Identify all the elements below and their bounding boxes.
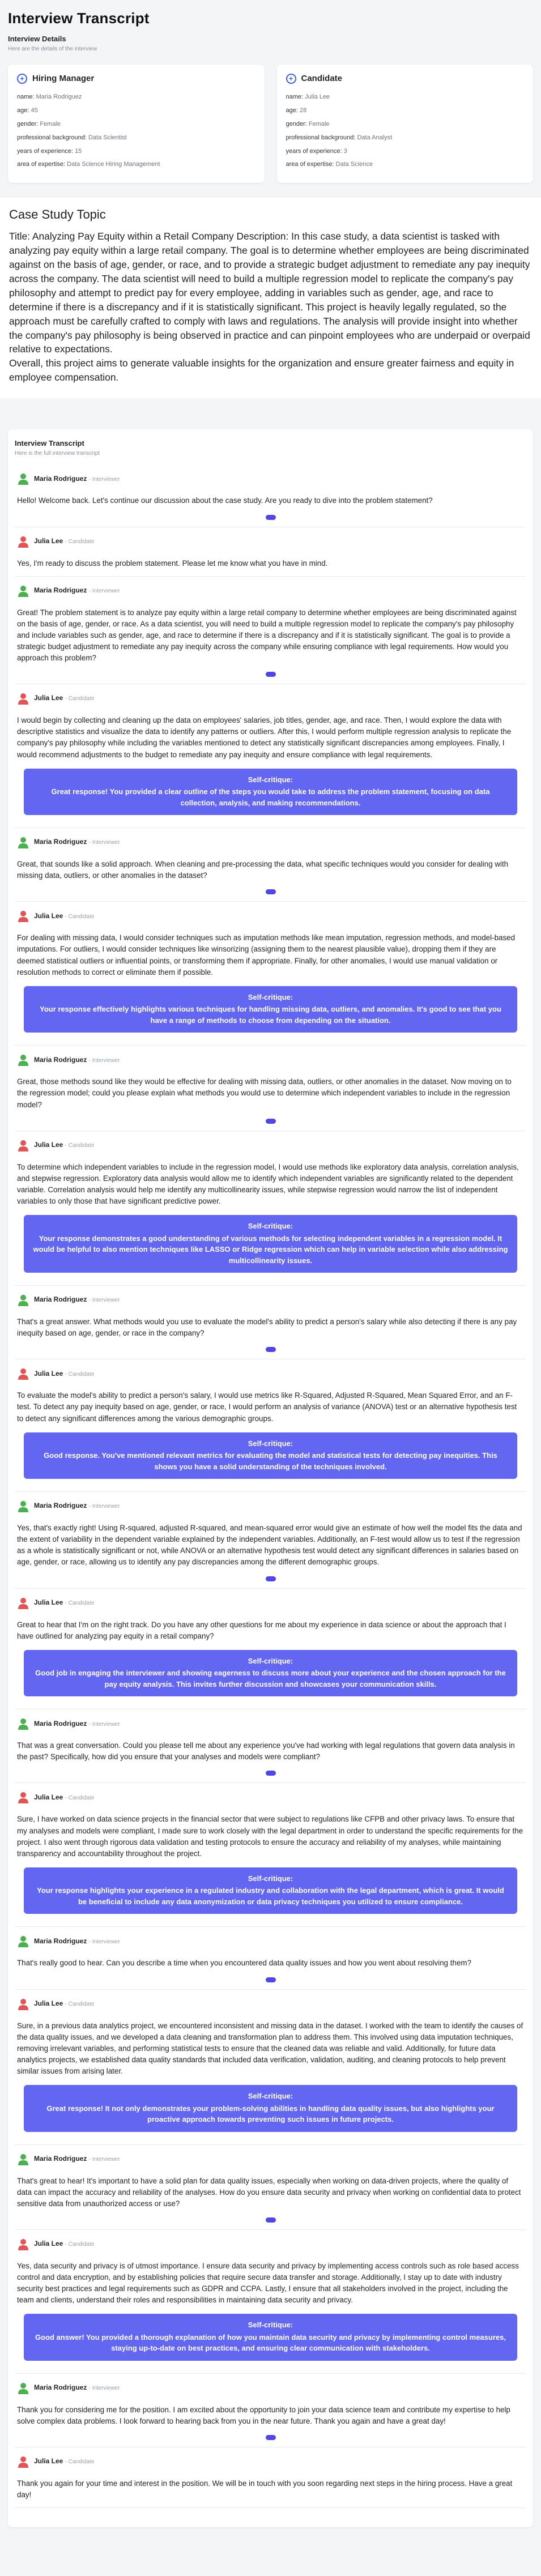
message-text: Great, those methods sound like they would be effective for dealing with missing data, outliers, or other anomalies in the dataset. Now moving on to the regression model; could you please explain what methods you would use to determine which independent variables to include in the regression model? [17, 1077, 512, 1109]
speaker-role: - Interviewer [88, 2156, 120, 2163]
detail-field-label: gender: [17, 120, 40, 127]
interviewer-avatar-icon [17, 836, 29, 848]
speaker-name: Julia Lee - Candidate [34, 1793, 95, 1801]
speaker-name: Julia Lee - Candidate [34, 911, 95, 920]
transcript-message [15, 2153, 526, 2230]
transcript-message [15, 1500, 526, 1588]
detail-field-label: area of expertise: [17, 161, 67, 168]
speaker-role: - Interviewer [88, 587, 120, 594]
message-header [17, 836, 524, 848]
message-header [17, 692, 524, 705]
message-text: That was a great conversation. Could you please tell me about any experience you've had working with legal regulations that govern data analysis in the past? Specifically, how did you ensure that your analyses and models were compliant? [17, 1741, 515, 1762]
candidate-avatar-icon [17, 1367, 29, 1380]
speaker-name: Maria Rodriguez - Interviewer [34, 838, 120, 846]
plus-circle-icon: + [17, 74, 27, 84]
message-text: Hello! Welcome back. Let's continue our discussion about the case study. Are you ready to dive into the problem statement? [17, 496, 433, 505]
message-text: To evaluate the model's ability to predict a person's salary, I would use metrics like R-Squared, Adjusted R-Squared, Mean Squared Error, and an F-test. To detect any pay inequity based on age, gender, or race, I would perform an analysis of variance (ANOVA) test or an alternative hypothesis test to detect any significant differences among the various demographic groups. [17, 1391, 517, 1423]
speaker-role: - Candidate [65, 1371, 95, 1377]
speaker-name: Maria Rodriguez - Interviewer [34, 1502, 120, 1510]
candidate-avatar-icon [17, 1139, 29, 1151]
detail-field [17, 106, 255, 116]
speaker-name: Julia Lee - Candidate [34, 1140, 95, 1149]
self-critique-text: Your response demonstrates a good understanding of various methods for selecting independent variables in a regression model. It would be helpful to also mention techniques like LASSO or Ridge regression which can help in variable selection while also addressing multicollinearity issues. [33, 1234, 508, 1265]
audio-control [17, 1119, 524, 1124]
self-critique-label: Self-critique: [248, 2092, 293, 2101]
detail-field-label: name: [17, 93, 36, 100]
message-header [17, 1717, 524, 1730]
interviewer-avatar-icon [17, 585, 29, 597]
candidate-card [277, 65, 534, 183]
detail-field-value: Data Analyst [357, 134, 393, 141]
play-audio-button[interactable] [266, 1576, 276, 1581]
self-critique-box [24, 2314, 517, 2361]
message-text: Great to hear that I'm on the right track. Do you have any other questions for me about my experience in data science or about the approach that I have outlined for analyzing pay equity in a retail company? [17, 1620, 506, 1640]
detail-field-value: 45 [31, 106, 38, 114]
message-header [17, 1139, 524, 1151]
detail-field [286, 134, 525, 143]
transcript-message [15, 2455, 526, 2508]
self-critique-label: Self-critique: [248, 1874, 293, 1883]
detail-field [17, 93, 255, 102]
detail-field [286, 160, 525, 169]
detail-field-value: Maria Rodriguez [36, 93, 82, 100]
candidate-avatar-icon [17, 1597, 29, 1609]
message-text: That's great to hear! It's important to have a solid plan for data quality issues, especially when working on data-driven projects, where the quality of data can impact the accuracy and reliability of the analyses. How do you ensure data security and privacy when working on confidential data to protect sensitive data from unauthorized access or use? [17, 2176, 521, 2208]
message-header [17, 1367, 524, 1380]
candidate-fields [286, 93, 525, 170]
play-audio-button[interactable] [266, 672, 276, 677]
speaker-role: - Candidate [65, 913, 95, 920]
transcript-message [15, 1054, 526, 1131]
transcript-message [15, 535, 526, 577]
detail-field [17, 120, 255, 129]
message-header [17, 1935, 524, 1947]
detail-field-label: professional background: [17, 134, 88, 141]
self-critique-label: Self-critique: [248, 1222, 293, 1231]
case-study-body-conclusion: Overall, this project aims to generate valuable insights for the organization and ensure greater fairness and equity in employee compensation. [9, 357, 514, 383]
message-header [17, 910, 524, 922]
transcript-message [15, 472, 526, 527]
detail-field-label: years of experience: [286, 147, 344, 155]
detail-field-value: Julia Lee [305, 93, 330, 100]
self-critique-text: Your response effectively highlights various techniques for handling missing data, outliers, and anomalies. It's good to see that you have a range of methods to choose from depending on the situation. [40, 1005, 501, 1025]
speaker-role: - Interviewer [88, 2385, 120, 2392]
page-title: Interview Transcript [8, 10, 150, 27]
details-cards [0, 53, 541, 183]
transcript-message [15, 2382, 526, 2447]
detail-field-value: Female [308, 120, 330, 127]
self-critique-text: Good job in engaging the interviewer and showing eagerness to discuss more about your experience and the chosen approach for the pay equity analysis. This invites further discussion and showcases your communication skills. [35, 1669, 506, 1688]
message-header [17, 2382, 524, 2394]
message-text: Great! The problem statement is to analyze pay equity within a large retail company to determine whether employees are being discriminated against on the basis of age, gender, or race. As a data scientist, you will need to build a multiple regression model to replicate the company's pay philosophy and include variables such as gender, age, and race to determine if there is a discrepancy and if it is statistically significant. The goal is to provide a strategic budget adjustment to remediate any pay inequity across the company while ensuring compliance with legal requirements. How would you approach this problem? [17, 608, 517, 663]
message-text: Yes, I'm ready to discuss the problem statement. Please let me know what you have in mind. [17, 558, 328, 568]
self-critique-box [24, 769, 517, 816]
interviewer-avatar-icon [17, 1935, 29, 1947]
detail-field-label: professional background: [286, 134, 357, 141]
play-audio-button[interactable] [266, 2217, 276, 2223]
detail-field [286, 147, 525, 156]
detail-field-label: age: [286, 106, 300, 114]
detail-field-label: age: [17, 106, 31, 114]
speaker-role: - Interviewer [88, 1057, 120, 1064]
header [0, 0, 541, 53]
candidate-card-header [286, 72, 525, 85]
message-header [17, 2455, 524, 2468]
speaker-role: - Candidate [65, 2241, 95, 2248]
speaker-role: - Candidate [65, 538, 95, 545]
message-text: Thank you again for your time and interest in the position. We will be in touch with you soon regarding next steps in the hiring process. Have a great day! [17, 2479, 513, 2500]
speaker-name: Maria Rodriguez - Interviewer [34, 474, 120, 483]
self-critique-label: Self-critique: [248, 992, 293, 1001]
hiring-manager-fields [17, 93, 255, 170]
self-critique-box [24, 1650, 517, 1697]
message-text: Thank you for considering me for the position. I am excited about the opportunity to join your data science team and contribute my expertise to help solve complex data problems. I look forward to hearing back from you in the near future. Thank you again and have a great day! [17, 2405, 510, 2425]
message-text: Sure, in a previous data analytics project, we encountered inconsistent and missing data in the dataset. I worked with the team to identify the causes of the data quality issues, and we developed a data cleaning and transformation plan to address them. This involved using data imputation techniques, removing irrelevant variables, and performing statistical tests to ensure that the cleaned data was reliable and valid. Additionally, for future data analytics projects, we established data quality standards that included data verification, validation, auditing, and cleaning protocols to help prevent similar issues from arising later. [17, 2021, 523, 2075]
speaker-name: Maria Rodriguez - Interviewer [34, 1295, 120, 1304]
detail-field [17, 147, 255, 156]
detail-field [286, 106, 525, 116]
interviewer-avatar-icon [17, 1294, 29, 1306]
candidate-avatar-icon [17, 2238, 29, 2250]
detail-field-value: Data Science Hiring Management [67, 161, 160, 168]
audio-control [17, 515, 524, 520]
transcript-message [15, 692, 526, 828]
play-audio-button[interactable] [266, 1347, 276, 1352]
speaker-name: Julia Lee - Candidate [34, 1369, 95, 1377]
message-header [17, 472, 524, 485]
interviewer-avatar-icon [17, 1500, 29, 1512]
interviewer-avatar-icon [17, 1717, 29, 1730]
transcript-message [15, 1597, 526, 1710]
interviewer-avatar-icon [17, 2382, 29, 2394]
speaker-name: Maria Rodriguez - Interviewer [34, 2154, 120, 2163]
speaker-role: - Candidate [65, 1142, 95, 1149]
transcript-message [15, 1998, 526, 2145]
speaker-name: Maria Rodriguez - Interviewer [34, 2383, 120, 2392]
play-audio-button[interactable] [266, 1119, 276, 1124]
play-audio-button[interactable] [266, 1977, 276, 1982]
speaker-name: Maria Rodriguez - Interviewer [34, 1937, 120, 1945]
message-header [17, 1294, 524, 1306]
interviewer-avatar-icon [17, 2153, 29, 2165]
case-study-body: Title: Analyzing Pay Equity within a Retail Company Description: In this case study, a data scientist is tasked with analyzing pay equity within a large retail company. The goal is to determine whether employees are being discriminated against on the basis of age, gender, or race, and to provide a strategic budget adjustment to remediate any pay inequity across the company. The data scientist will need to build a multiple regression model to replicate the company's pay philosophy and attempt to predict pay for every employee, adding in variables such as gender, age, and race to determine if there is a discrepancy and if it is statistically significant. This project is heavily legally regulated, so the approach must be carefully crafted to comply with laws and regulations. The analysis will provide insight into whether the company's pay philosophy is being observed in practice and can pinpoint employees who are underpaid or overpaid relative to expectations. [9, 231, 530, 355]
message-header [17, 1791, 524, 1803]
detail-field [286, 120, 525, 129]
speaker-name: Julia Lee - Candidate [34, 694, 95, 702]
self-critique-box [24, 1215, 517, 1273]
detail-field-label: area of expertise: [286, 161, 336, 168]
hiring-manager-card-header [17, 72, 255, 85]
candidate-avatar-icon [17, 2455, 29, 2468]
play-audio-button[interactable] [266, 515, 276, 520]
detail-field [17, 160, 255, 169]
transcript-title: Interview Transcript [15, 439, 84, 448]
self-critique-label: Self-critique: [248, 2321, 293, 2330]
speaker-role: - Interviewer [88, 1938, 120, 1945]
message-text: Yes, that's exactly right! Using R-squared, adjusted R-squared, and mean-squared error would give an estimate of how well the model fits the data and the extent of variability in the dependent variable explained by the independent variables. Additionally, an F-test would allow us to test if the regression as a whole is statistically significant or not, while ANOVA or an alternative hypothesis test would detect any significant differences in salaries based on age, gender, or race, allowing us to identify any pay discrepancies among the different demographic groups. [17, 1524, 522, 1567]
message-text: That's really good to hear. Can you describe a time when you encountered data quality issues and how you went about resolving them? [17, 1959, 472, 1968]
transcript-subtitle: Here is the full interview transcript [15, 450, 100, 457]
speaker-name: Julia Lee - Candidate [34, 1999, 95, 2007]
detail-field [286, 93, 525, 102]
message-text: Great, that sounds like a solid approach. When cleaning and pre-processing the data, what specific techniques would you consider for dealing with missing data, outliers, or other anomalies in the dataset? [17, 860, 509, 880]
audio-control [17, 1977, 524, 1982]
message-text: To determine which independent variables to include in the regression model, I would use methods like exploratory data analysis, correlation analysis, and stepwise regression. Exploratory data analysis would allow me to identify which independent variables are significantly related to the dependent variable. Correlation analysis would help me identify any multicollinearity issues, while stepwise regression would narrow the list of independent variables to only those that have significant predictive power. [17, 1162, 519, 1205]
message-header [17, 585, 524, 597]
message-text: That's a great answer. What methods would you use to evaluate the model's ability to predict a person's salary while also detecting if there is any pay inequity based on age, gender, or race in the company? [17, 1317, 517, 1338]
hiring-manager-card [8, 65, 265, 183]
message-text: Yes, data security and privacy is of utmost importance. I ensure data security and privacy by implementing access controls such as role based access control and data encryption, and by establishing policies that require secure data transfer and storage. Additionally, I stay up to date with industry security best practices and legal requirements such as GDPR and CCPA. Lastly, I ensure that all stakeholders involved in the project, including the team and clients, understand their roles and responsibilities in maintaining data security and privacy. [17, 2261, 519, 2305]
message-text: I would begin by collecting and cleaning up the data on employees' salaries, job titles, gender, age, and race. Then, I would explore the data with descriptive statistics and visualize the data to identify any patterns or outliers. After this, I would perform multiple regression analysis to replicate the company's pay philosophy while including the variables mentioned to detect any statistically significant discrepancies among employees. Finally, I would recommend adjustments to the budget to remediate any pay inequity and ensure compliance with legal requirements. [17, 716, 512, 759]
play-audio-button[interactable] [266, 2435, 276, 2440]
detail-field-value: 3 [343, 147, 347, 155]
hiring-manager-card-title: Hiring Manager [32, 74, 95, 84]
detail-field-value: Data Science [335, 161, 373, 168]
candidate-card-title: Candidate [301, 74, 343, 84]
self-critique-box [24, 1432, 517, 1479]
transcript-messages [15, 472, 526, 2508]
speaker-name: Maria Rodriguez - Interviewer [34, 1719, 120, 1728]
speaker-name: Julia Lee - Candidate [34, 2240, 95, 2248]
play-audio-button[interactable] [266, 889, 276, 894]
transcript-message [15, 1935, 526, 1989]
message-header [17, 1597, 524, 1609]
play-audio-button[interactable] [266, 1771, 276, 1776]
transcript-message [15, 1791, 526, 1927]
details-subtitle: Here are the details of the interview [8, 45, 97, 52]
candidate-avatar-icon [17, 535, 29, 548]
speaker-role: - Interviewer [88, 1503, 120, 1510]
audio-control [17, 2435, 524, 2440]
self-critique-label: Self-critique: [248, 1656, 293, 1665]
detail-field [17, 134, 255, 143]
self-critique-label: Self-critique: [248, 775, 293, 784]
transcript-message [15, 1367, 526, 1492]
detail-field-value: Female [40, 120, 61, 127]
speaker-name: Julia Lee - Candidate [34, 2457, 95, 2466]
transcript-message [15, 910, 526, 1046]
transcript-section [8, 429, 533, 2527]
speaker-name: Julia Lee - Candidate [34, 1598, 95, 1606]
candidate-avatar-icon [17, 692, 29, 705]
audio-control [17, 1576, 524, 1581]
candidate-avatar-icon [17, 910, 29, 922]
audio-control [17, 2217, 524, 2223]
audio-control [17, 672, 524, 677]
transcript-message [15, 2238, 526, 2374]
self-critique-box [24, 1867, 517, 1914]
audio-control [17, 1347, 524, 1352]
self-critique-box [24, 986, 517, 1033]
message-header [17, 2238, 524, 2250]
interviewer-avatar-icon [17, 1054, 29, 1066]
case-study-title: Case Study Topic [9, 207, 106, 222]
speaker-role: - Interviewer [88, 1297, 120, 1304]
message-header [17, 1998, 524, 2010]
transcript-message [15, 1717, 526, 1783]
candidate-avatar-icon [17, 1998, 29, 2010]
transcript-message [15, 1139, 526, 1286]
detail-field-value: Data Scientist [88, 134, 127, 141]
detail-field-label: name: [286, 93, 305, 100]
audio-control [17, 889, 524, 894]
case-study-section [0, 198, 541, 398]
speaker-role: - Interviewer [88, 476, 120, 483]
message-text: For dealing with missing data, I would consider techniques such as imputation methods like mean imputation, regression methods, and model-based imputations. For outliers, I would consider techniques like winsorizing (assigning them to the nearest plausible value), dropping them if they are deemed statistical outliers or influential points, or transforming them if appropriate. Finally, for other anomalies, I would use manual validation or resolution methods to correct or eliminate them if possible. [17, 933, 516, 976]
speaker-role: - Candidate [65, 2459, 95, 2466]
self-critique-text: Your response highlights your experience in a regulated industry and collaboration with the legal department, which is great. It would be beneficial to include any data anonymization or data privacy techniques you utilized to ensure compliance. [37, 1886, 504, 1906]
candidate-avatar-icon [17, 1791, 29, 1803]
message-header [17, 2153, 524, 2165]
self-critique-box [24, 2085, 517, 2132]
detail-field-label: years of experience: [17, 147, 75, 155]
details-title: Interview Details [8, 34, 66, 43]
speaker-role: - Interviewer [88, 1721, 120, 1728]
message-header [17, 1054, 524, 1066]
speaker-role: - Interviewer [88, 839, 120, 846]
audio-control [17, 1771, 524, 1776]
message-header [17, 535, 524, 548]
plus-circle-icon: + [286, 74, 296, 84]
detail-field-label: gender: [286, 120, 309, 127]
message-text: Sure, I have worked on data science projects in the financial sector that were subject to regulations like CFPB and other privacy laws. To ensure that my analyses and models were compliant, I made sure to work closely with the legal department in order to understand the specific requirements for the project. I also went through rigorous data validation and testing protocols to ensure the accuracy and reliability of my analyses, while maintaining transparency and accountability throughout the project. [17, 1815, 523, 1858]
detail-field-value: 15 [75, 147, 82, 155]
transcript-message [15, 585, 526, 685]
self-critique-text: Good response. You've mentioned relevant metrics for evaluating the model and statistical tests for detecting pay inequities. This shows you have a solid understanding of the techniques involved. [44, 1451, 497, 1471]
self-critique-text: Great response! You provided a clear outline of the steps you would take to address the problem statement, focusing on data collection, analysis, and making recommendations. [51, 787, 490, 807]
speaker-role: - Candidate [65, 1794, 95, 1801]
speaker-name: Julia Lee - Candidate [34, 536, 95, 545]
transcript-message [15, 836, 526, 902]
speaker-role: - Candidate [65, 1600, 95, 1606]
detail-field-value: 28 [299, 106, 307, 114]
self-critique-text: Great response! It not only demonstrates your problem-solving abilities in handling data quality issues, but also highlights your proactive approach towards preventing such issues in future projects. [46, 2104, 495, 2124]
speaker-name: Maria Rodriguez - Interviewer [34, 1055, 120, 1064]
transcript-message [15, 1294, 526, 1359]
speaker-role: - Candidate [65, 696, 95, 702]
interviewer-avatar-icon [17, 472, 29, 485]
speaker-name: Maria Rodriguez - Interviewer [34, 586, 120, 594]
speaker-role: - Candidate [65, 2001, 95, 2007]
self-critique-text: Good answer! You provided a thorough explanation of how you maintain data security and privacy by implementing control measures, staying up-to-date on best practices, and ensuring clear communication with stakeholders. [35, 2332, 506, 2353]
self-critique-label: Self-critique: [248, 1439, 293, 1448]
message-header [17, 1500, 524, 1512]
